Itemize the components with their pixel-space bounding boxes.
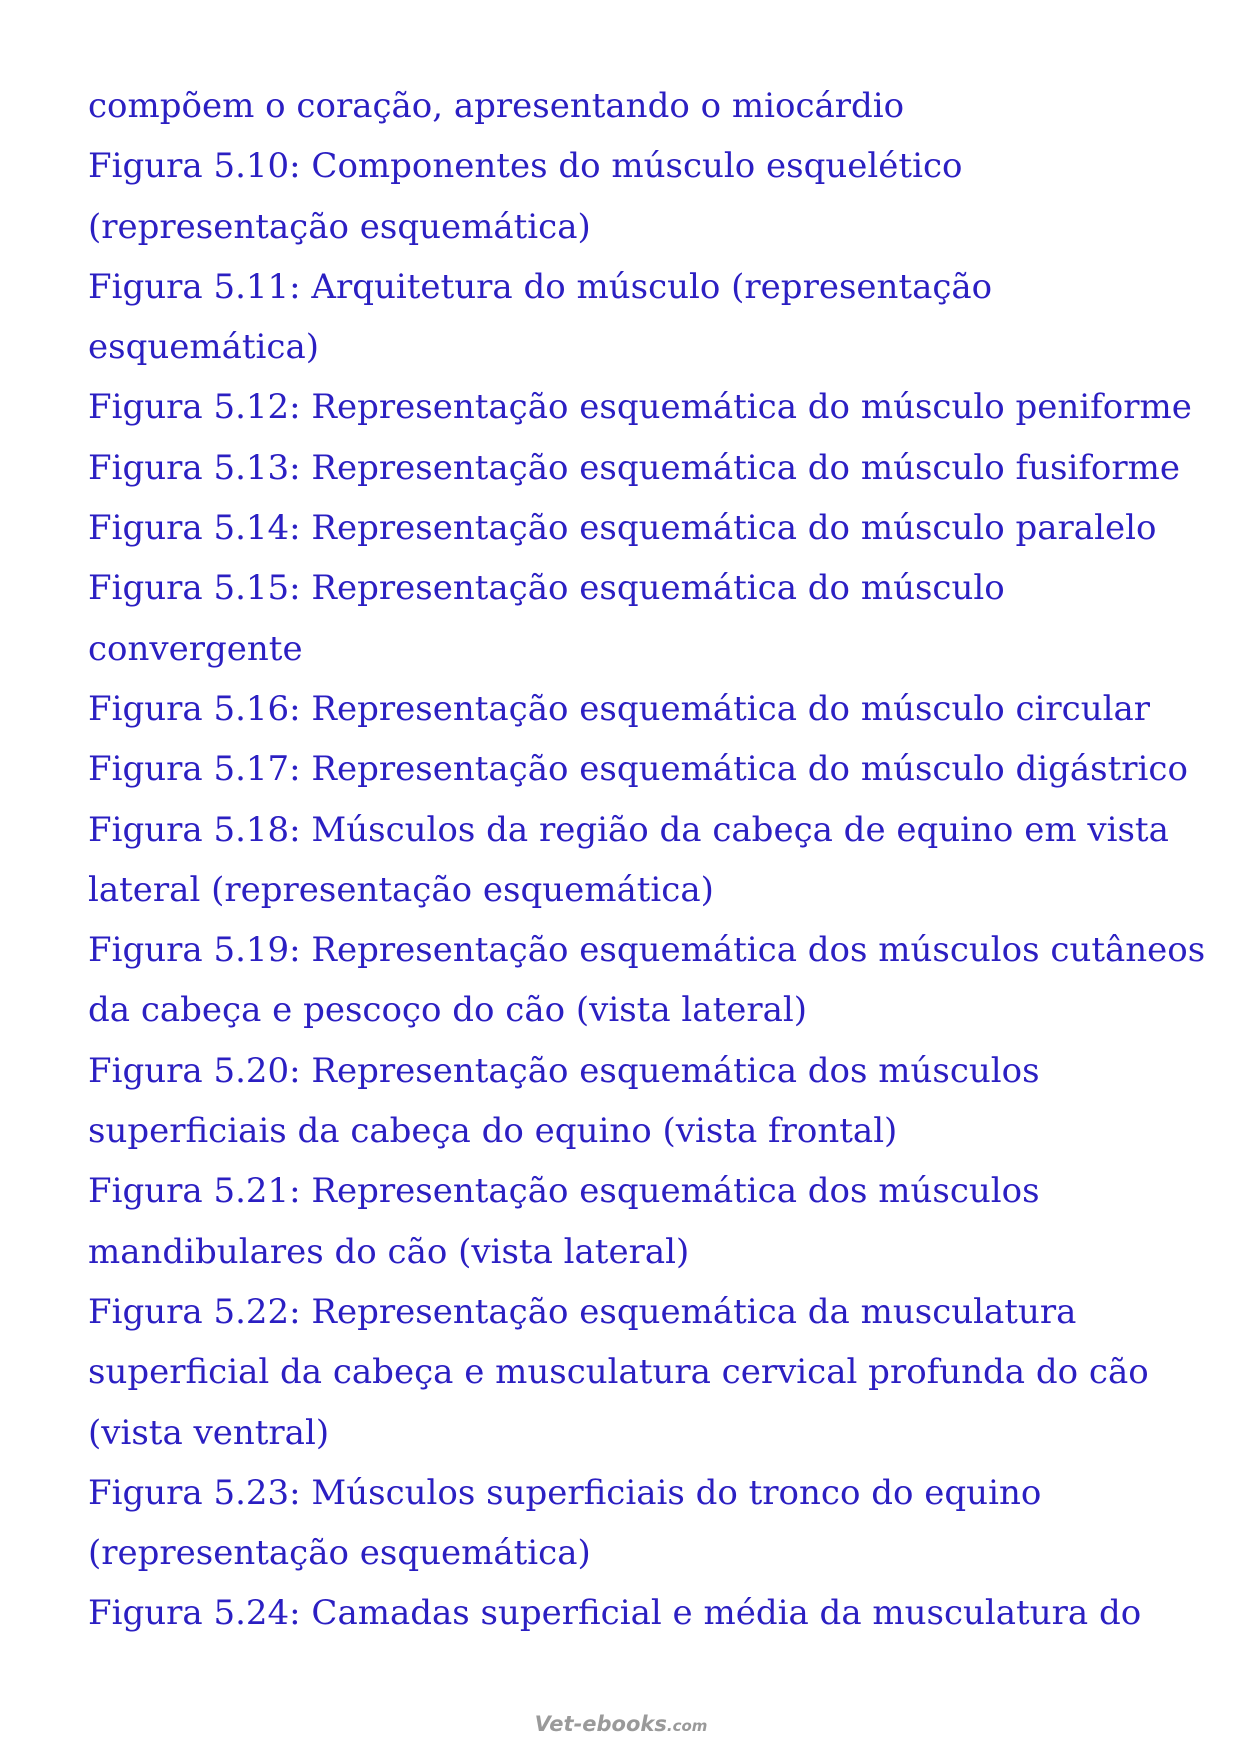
figure-list-line[interactable]: da cabeça e pescoço do cão (vista lateral): [88, 990, 808, 1031]
figure-list-line[interactable]: Figura 5.12: Representação esquemática do músculo peniforme: [88, 387, 1192, 428]
figure-list-line[interactable]: Figura 5.23: Músculos superficiais do tronco do equino: [88, 1472, 1042, 1513]
figure-list-line[interactable]: superficial da cabeça e musculatura cervical profunda do cão: [88, 1352, 1149, 1393]
figure-list-line[interactable]: Figura 5.22: Representação esquemática da musculatura: [88, 1291, 1077, 1332]
watermark-suffix: .com: [666, 1717, 708, 1735]
figure-list-line[interactable]: mandibulares do cão (vista lateral): [88, 1231, 690, 1272]
figure-list-line[interactable]: (representação esquemática): [88, 206, 591, 247]
figure-list-line[interactable]: Figura 5.20: Representação esquemática dos músculos: [88, 1050, 1040, 1091]
figure-list-line[interactable]: Figura 5.16: Representação esquemática do músculo circular: [88, 688, 1151, 729]
figure-list-line[interactable]: convergente: [88, 628, 303, 669]
figure-list-line[interactable]: Figura 5.11: Arquitetura do músculo (representação: [88, 266, 993, 307]
figure-list-line[interactable]: Figura 5.17: Representação esquemática do músculo digástrico: [88, 749, 1188, 790]
watermark-logo: [0, 1712, 1242, 1736]
figure-list-line[interactable]: Figura 5.19: Representação esquemática dos músculos cutâneos: [88, 930, 1206, 971]
figure-list-line[interactable]: (vista ventral): [88, 1412, 330, 1453]
watermark-name: Vet-ebooks: [534, 1712, 667, 1736]
figure-list-line[interactable]: superficiais da cabeça do equino (vista frontal): [88, 1111, 898, 1152]
figure-list-line[interactable]: Figura 5.24: Camadas superficial e média da musculatura do: [88, 1593, 1142, 1634]
figure-list-line[interactable]: compõem o coração, apresentando o miocárdio: [88, 86, 905, 126]
figure-list-line[interactable]: (representação esquemática): [88, 1533, 591, 1574]
figure-list-line[interactable]: Figura 5.10: Componentes do músculo esquelético: [88, 146, 963, 187]
figure-list-line[interactable]: Figura 5.14: Representação esquemática do músculo paralelo: [88, 508, 1157, 549]
figure-list-line[interactable]: Figura 5.15: Representação esquemática do músculo: [88, 568, 1005, 609]
figure-list-line[interactable]: Figura 5.21: Representação esquemática dos músculos: [88, 1171, 1040, 1212]
figure-list-line[interactable]: esquemática): [88, 327, 319, 368]
figure-list: [88, 76, 1206, 1644]
figure-list-line[interactable]: lateral (representação esquemática): [88, 869, 714, 910]
figure-list-line[interactable]: Figura 5.18: Músculos da região da cabeça de equino em vista: [88, 809, 1169, 850]
figure-list-line[interactable]: Figura 5.13: Representação esquemática do músculo fusiforme: [88, 447, 1180, 488]
